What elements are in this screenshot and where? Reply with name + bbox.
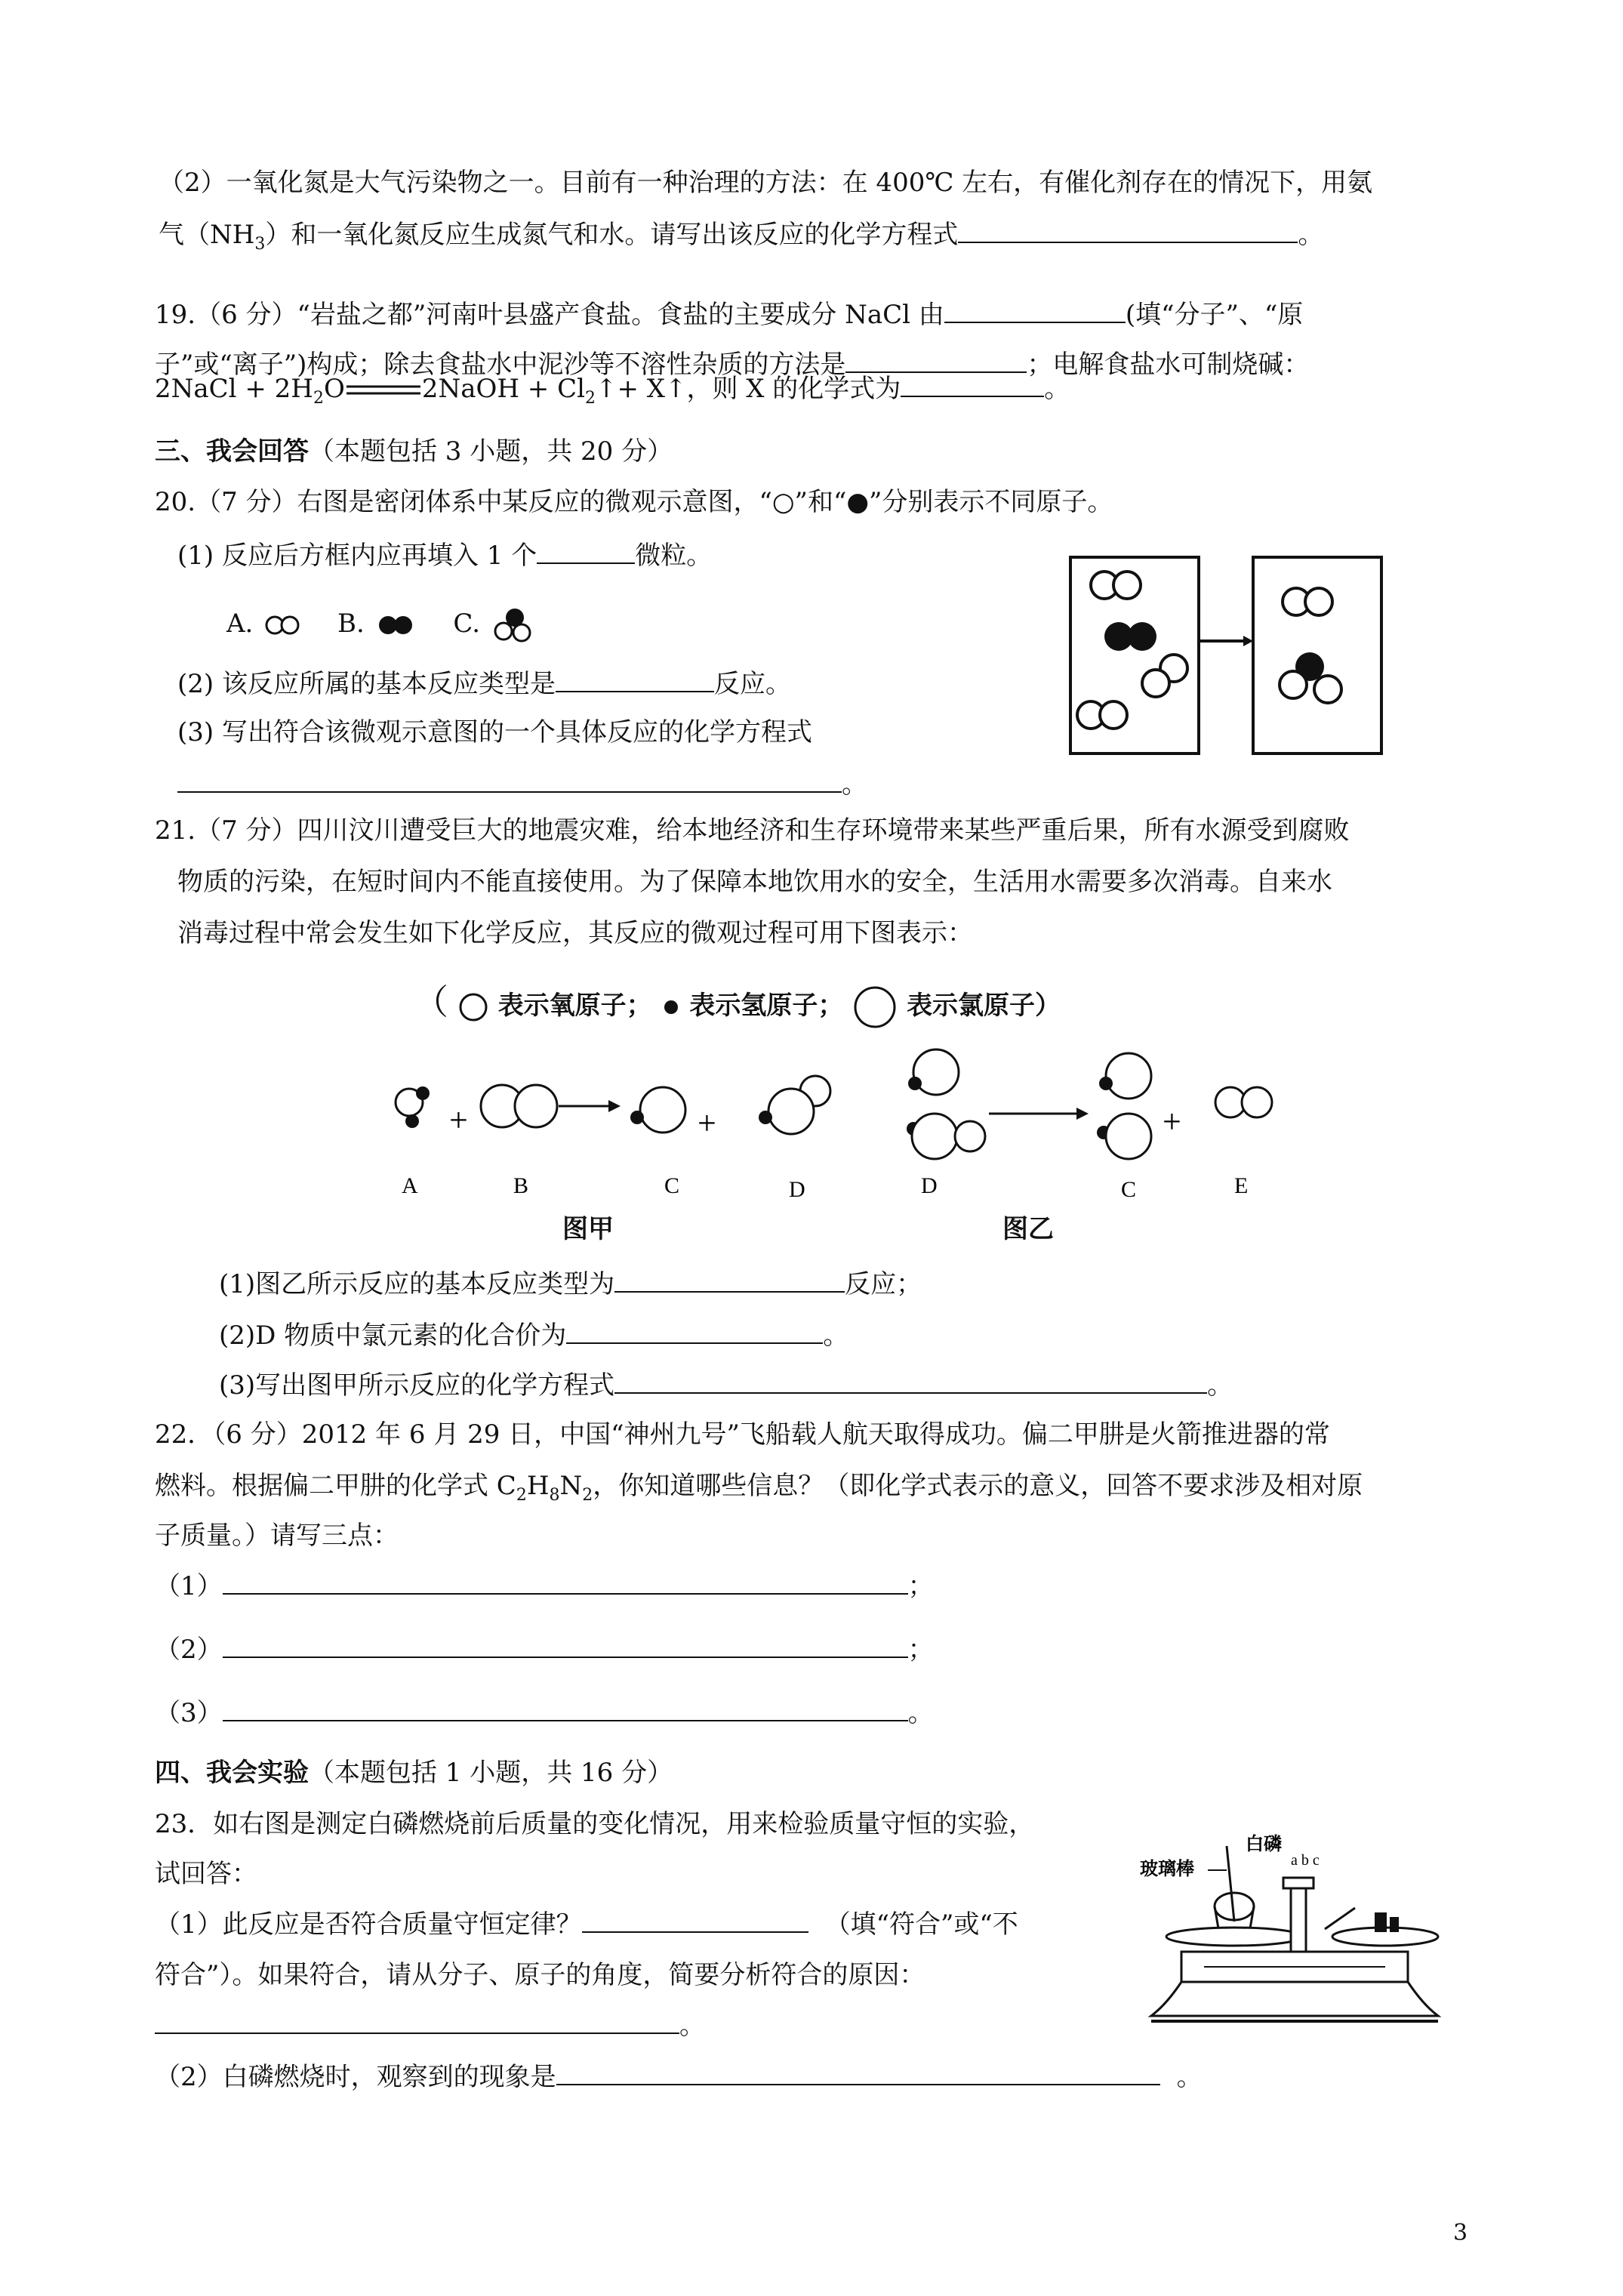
q23-blank-3[interactable] bbox=[556, 2061, 1160, 2085]
q18-2-line2 bbox=[159, 219, 1323, 254]
fig-yi-caption: 图乙 bbox=[1002, 1214, 1054, 1244]
q22-t4: ，你知道哪些信息？（即化学式表示的意义，回答不要求涉及相对原 bbox=[593, 1471, 1363, 1501]
q22-sub-1: 2 bbox=[516, 1485, 527, 1505]
q18-sub: 3 bbox=[254, 234, 266, 254]
q21-legend bbox=[414, 982, 1061, 1030]
q20-sub2-end: 反应。 bbox=[713, 669, 791, 699]
q20-sub2 bbox=[177, 668, 791, 700]
q22-answer-2 bbox=[155, 1634, 934, 1666]
q23-blank-1[interactable] bbox=[582, 1909, 808, 1933]
q23-line2: 试回答： bbox=[155, 1859, 257, 1889]
q21-sub1-text: (1)图乙所示反应的基本反应类型为 bbox=[219, 1269, 615, 1299]
q19-text-b: (填“分子”、“原 bbox=[1125, 300, 1304, 330]
q21-sub2-text: (2)D 物质中氯元素的化合价为 bbox=[219, 1321, 567, 1351]
q21-sub1-end: 反应； bbox=[845, 1269, 922, 1299]
section4-note: （本题包括 1 小题，共 16 分） bbox=[309, 1758, 673, 1788]
oxygen-atom-icon bbox=[457, 991, 489, 1023]
label-a: A bbox=[402, 1173, 418, 1198]
page-number: 3 bbox=[1453, 2220, 1468, 2246]
legend-chlorine: 表示氯原子） bbox=[907, 991, 1061, 1021]
q20-blank-1[interactable] bbox=[537, 540, 635, 564]
legend-open-paren: （ bbox=[414, 982, 448, 1022]
q22-line2 bbox=[155, 1471, 1363, 1505]
label-c-2: C bbox=[1121, 1177, 1137, 1202]
q19-eq-end: 。 bbox=[1044, 374, 1070, 404]
q21-line3: 消毒过程中常会发生如下化学反应，其反应的微观过程可用下图表示： bbox=[177, 918, 973, 948]
q21-sub3 bbox=[219, 1370, 1233, 1401]
q18-2-line1: （2）一氧化氮是大气污染物之一。目前有一种治理的方法：在 400℃ 左右，有催化剂存在的情况下，用氨 bbox=[159, 168, 1373, 198]
q22-sub-2: 8 bbox=[549, 1485, 560, 1505]
q19-equation bbox=[155, 373, 1070, 408]
q23-line1: 23．如右图是测定白磷燃烧前后质量的变化情况，用来检验质量守恒的实验， bbox=[155, 1809, 1035, 1839]
q20-sub3-end: 。 bbox=[842, 769, 867, 800]
q19-text-c: 子”或“离子”)构成；除去食盐水中泥沙等不溶性杂质的方法是 bbox=[155, 350, 846, 380]
q20-stem: 20.（7 分）右图是密闭体系中某反应的微观示意图，“○”和“●”分别表示不同原子。 bbox=[155, 487, 1113, 517]
q19-blank-1[interactable] bbox=[944, 299, 1126, 323]
q22-blank-3[interactable] bbox=[223, 1697, 908, 1721]
q22-a1-end: ； bbox=[907, 1571, 934, 1601]
q23-sub2-text: （2）白磷燃烧时，观察到的现象是 bbox=[155, 2062, 556, 2092]
label-d: D bbox=[789, 1177, 805, 1202]
option-c-label: C. bbox=[453, 609, 481, 639]
section4-heading-line bbox=[155, 1758, 673, 1789]
q23-sub1-end: 。 bbox=[679, 2011, 705, 2041]
label-c: C bbox=[664, 1173, 680, 1198]
q20-reaction-diagram bbox=[1068, 555, 1385, 759]
option-b-two-black-atoms-icon[interactable] bbox=[373, 612, 423, 639]
q23-sub2 bbox=[155, 2061, 1203, 2093]
q19-text-d: ；电解食盐水可制烧碱： bbox=[1027, 350, 1310, 380]
fig-jia-caption: 图甲 bbox=[562, 1214, 614, 1244]
q20-sub2-text: (2) 该反应所属的基本反应类型是 bbox=[177, 669, 556, 699]
balance-scale-figure bbox=[1136, 1823, 1453, 2031]
legend-hydrogen: 表示氢原子； bbox=[689, 991, 844, 1021]
option-a-two-white-atoms-icon[interactable] bbox=[261, 612, 306, 639]
label-d-2: D bbox=[921, 1173, 938, 1198]
q20-sub3: (3) 写出符合该微观示意图的一个具体反应的化学方程式 bbox=[177, 717, 812, 747]
q20-blank-3[interactable] bbox=[177, 769, 842, 793]
eq-part-b: O bbox=[323, 374, 345, 404]
q22-a3-label: （3） bbox=[155, 1698, 223, 1728]
q21-sub2 bbox=[219, 1320, 848, 1351]
eq-sub-2: 2 bbox=[584, 388, 596, 408]
q19-blank-3[interactable] bbox=[901, 373, 1044, 397]
q22-t1: 燃料。根据偏二甲肼的化学式 C bbox=[155, 1471, 516, 1501]
option-a-label: A. bbox=[226, 609, 254, 639]
eq-sub-1: 2 bbox=[313, 388, 324, 408]
section3-heading: 三、我会回答 bbox=[155, 436, 309, 467]
label-b: B bbox=[513, 1173, 529, 1198]
q18-text-a: 气（NH bbox=[159, 220, 255, 250]
q21-sub2-end: 。 bbox=[823, 1321, 849, 1351]
q21-blank-2[interactable] bbox=[566, 1320, 823, 1344]
q21-reaction-figures bbox=[377, 1042, 1321, 1238]
q22-a1-label: （1） bbox=[155, 1571, 223, 1601]
q22-t3: N bbox=[559, 1471, 583, 1501]
legend-oxygen: 表示氧原子； bbox=[497, 991, 652, 1021]
q22-blank-2[interactable] bbox=[223, 1634, 908, 1658]
q23-blank-2[interactable] bbox=[155, 2010, 679, 2034]
q22-answer-3 bbox=[155, 1697, 934, 1729]
hydrogen-atom-icon bbox=[661, 997, 681, 1017]
q22-line3: 子质量。）请写三点： bbox=[155, 1521, 399, 1551]
q19-text-a: 19.（6 分）“岩盐之都”河南叶县盛产食盐。食盐的主要成分 NaCl 由 bbox=[155, 300, 944, 330]
q20-sub1 bbox=[177, 540, 712, 572]
eq-part-c: 2NaOH + Cl bbox=[421, 374, 585, 404]
section3-note: （本题包括 3 小题，共 20 分） bbox=[309, 436, 673, 467]
chlorine-atom-icon bbox=[852, 985, 898, 1030]
option-b-label: B. bbox=[337, 609, 365, 639]
q22-blank-1[interactable] bbox=[223, 1570, 908, 1595]
q19-blank-2[interactable] bbox=[845, 349, 1027, 373]
q23-sub2-end: 。 bbox=[1176, 2062, 1203, 2092]
q21-blank-1[interactable] bbox=[614, 1268, 845, 1293]
label-e: E bbox=[1234, 1173, 1249, 1198]
q23-sub1-cont: 符合”）。如果符合，请从分子、原子的角度，简要分析符合的原因： bbox=[155, 1960, 925, 1990]
q23-sub1-text: （1）此反应是否符合质量守恒定律？ bbox=[155, 1909, 582, 1940]
q20-sub1-text: (1) 反应后方框内应再填入 1 个 bbox=[177, 541, 537, 571]
q22-t2: H bbox=[526, 1471, 550, 1501]
q22-a2-label: （2） bbox=[155, 1635, 223, 1665]
q20-blank-2[interactable] bbox=[556, 668, 714, 692]
q23-sub1-hint: （填“符合”或“不 bbox=[824, 1909, 1018, 1940]
q21-line1: 21.（7 分）四川汶川遭受巨大的地震灾难，给本地经济和生存环境带来某些严重后果，所有水源受到腐败 bbox=[155, 815, 1350, 846]
q20-sub1-end: 微粒。 bbox=[635, 541, 713, 571]
q21-sub3-end: 。 bbox=[1207, 1370, 1233, 1401]
eq-part-a: 2NaCl + 2H bbox=[155, 374, 313, 404]
q22-a2-end: ； bbox=[907, 1635, 934, 1665]
svg-text:+: + bbox=[1163, 1103, 1181, 1140]
q23-sub1-answer bbox=[155, 2010, 705, 2042]
q20-options bbox=[226, 604, 541, 646]
q22-line1: 22．（6 分）2012 年 6 月 29 日，中国“神州九号”飞船载人航天取得成功。偏二甲肼是火箭推进器的常 bbox=[155, 1419, 1330, 1450]
q20-sub3-answer bbox=[177, 769, 867, 800]
white-phosphorus-label: 白磷 bbox=[1246, 1835, 1282, 1854]
glass-rod-label: 玻璃棒 bbox=[1140, 1860, 1194, 1879]
q22-a3-end: 。 bbox=[907, 1698, 934, 1728]
svg-text:+: + bbox=[698, 1105, 716, 1142]
electrolysis-equals-sign bbox=[345, 382, 422, 399]
svg-text:+: + bbox=[449, 1102, 468, 1139]
q22-answer-1 bbox=[155, 1570, 934, 1602]
section4-heading: 四、我会实验 bbox=[155, 1758, 309, 1788]
q21-sub3-text: (3)写出图甲所示反应的化学方程式 bbox=[219, 1370, 615, 1401]
eq-part-d: ↑+ X↑，则 X 的化学式为 bbox=[595, 374, 901, 404]
q18-answer-blank[interactable] bbox=[958, 219, 1298, 243]
q21-line2: 物质的污染，在短时间内不能直接使用。为了保障本地饮用水的安全，生活用水需要多次消毒。自来水 bbox=[177, 867, 1332, 897]
option-c-molecule-icon[interactable] bbox=[488, 604, 541, 646]
q22-sub-3: 2 bbox=[582, 1485, 593, 1505]
q18-text-b: ）和一氧化氮反应生成氮气和水。请写出该反应的化学方程式 bbox=[265, 220, 959, 250]
abc-label: a b c bbox=[1291, 1852, 1320, 1869]
q21-blank-3[interactable] bbox=[614, 1370, 1207, 1394]
section3-heading-line bbox=[155, 436, 673, 467]
q23-sub1 bbox=[155, 1909, 1018, 1940]
q21-sub1 bbox=[219, 1268, 922, 1300]
q18-end: 。 bbox=[1298, 220, 1324, 250]
q19-line1 bbox=[155, 299, 1303, 331]
